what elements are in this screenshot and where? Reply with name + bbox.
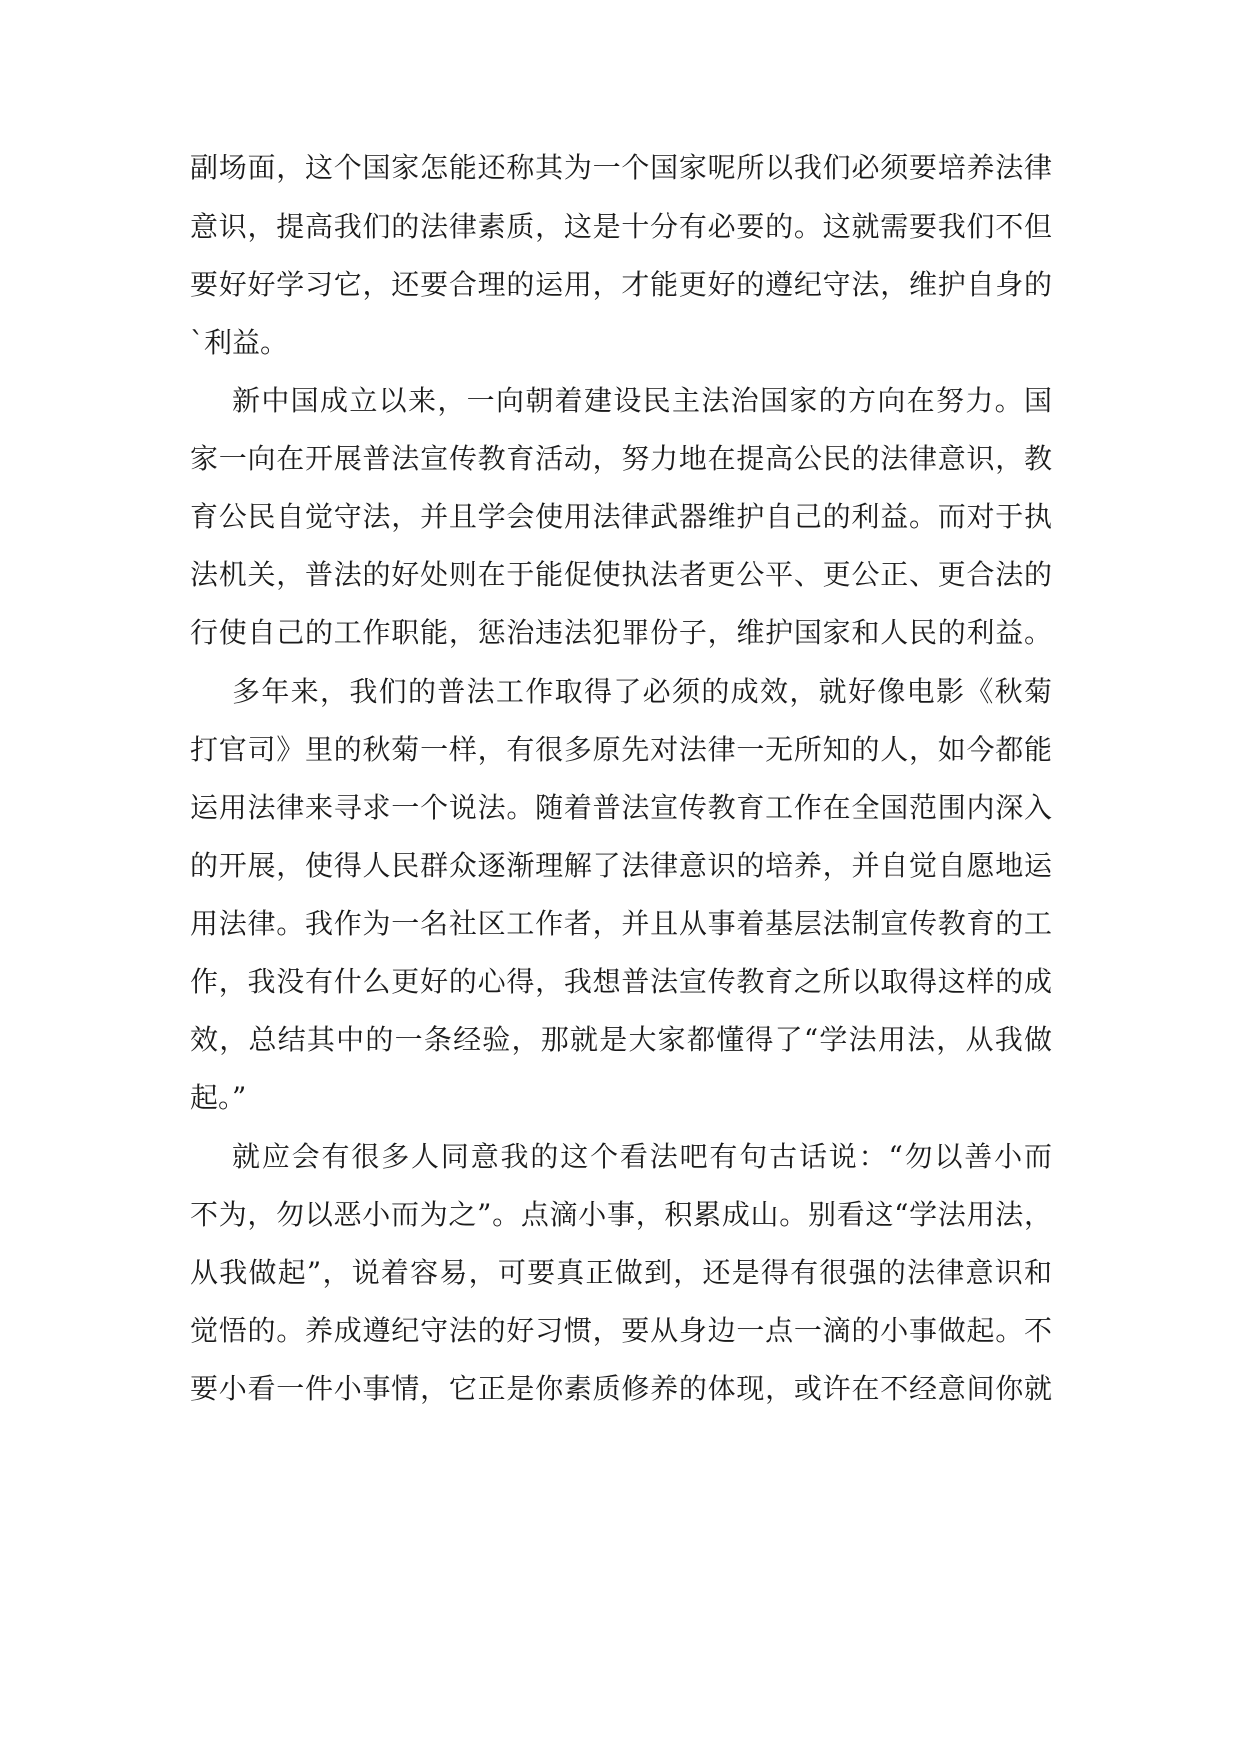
paragraph-4-line-2: 不为，勿以恶小而为之”。点滴小事，积累成山。别看这“学法用法， <box>190 1198 1052 1231</box>
paragraph-4-line-1: 就应会有很多人同意我的这个看法吧有句古话说：“勿以善小而 <box>232 1140 1052 1173</box>
paragraph-1-line-4: `利益。 <box>190 326 289 359</box>
paragraph-3-line-3: 运用法律来寻求一个说法。随着普法宣传教育工作在全国范围内深入 <box>190 791 1052 824</box>
paragraph-2-line-1: 新中国成立以来，一向朝着建设民主法治国家的方向在努力。国 <box>232 384 1052 417</box>
paragraph-3-line-6: 作，我没有什么更好的心得，我想普法宣传教育之所以取得这样的成 <box>190 965 1052 998</box>
paragraph-3-line-4: 的开展，使得人民群众逐渐理解了法律意识的培养，并自觉自愿地运 <box>190 849 1052 882</box>
paragraph-2-line-5: 行使自己的工作职能，惩治违法犯罪份子，维护国家和人民的利益。 <box>190 616 1052 649</box>
paragraph-3-line-2: 打官司》里的秋菊一样，有很多原先对法律一无所知的人，如今都能 <box>190 733 1052 766</box>
paragraph-2-line-3: 育公民自觉守法，并且学会使用法律武器维护自己的利益。而对于执 <box>190 500 1052 533</box>
paragraph-2-line-2: 家一向在开展普法宣传教育活动，努力地在提高公民的法律意识，教 <box>190 442 1052 475</box>
paragraph-2-line-4: 法机关，普法的好处则在于能促使执法者更公平、更公正、更合法的 <box>190 558 1052 591</box>
paragraph-4-line-5: 要小看一件小事情，它正是你素质修养的体现，或许在不经意间你就 <box>190 1372 1052 1405</box>
paragraph-1-line-2: 意识，提高我们的法律素质，这是十分有必要的。这就需要我们不但 <box>190 210 1052 243</box>
paragraph-4-line-3: 从我做起”，说着容易，可要真正做到，还是得有很强的法律意识和 <box>190 1256 1052 1289</box>
paragraph-3-line-5: 用法律。我作为一名社区工作者，并且从事着基层法制宣传教育的工 <box>190 907 1052 940</box>
paragraph-1-line-3: 要好好学习它，还要合理的运用，才能更好的遵纪守法，维护自身的 <box>190 268 1052 301</box>
paragraph-3-line-7: 效，总结其中的一条经验，那就是大家都懂得了“学法用法，从我做 <box>190 1023 1052 1056</box>
paragraph-4-line-4: 觉悟的。养成遵纪守法的好习惯，要从身边一点一滴的小事做起。不 <box>190 1314 1052 1347</box>
paragraph-3-line-8: 起。” <box>190 1081 247 1114</box>
paragraph-1-line-1: 副场面，这个国家怎能还称其为一个国家呢所以我们必须要培养法律 <box>190 151 1052 184</box>
paragraph-3-line-1: 多年来，我们的普法工作取得了必须的成效，就好像电影《秋菊 <box>232 675 1052 708</box>
